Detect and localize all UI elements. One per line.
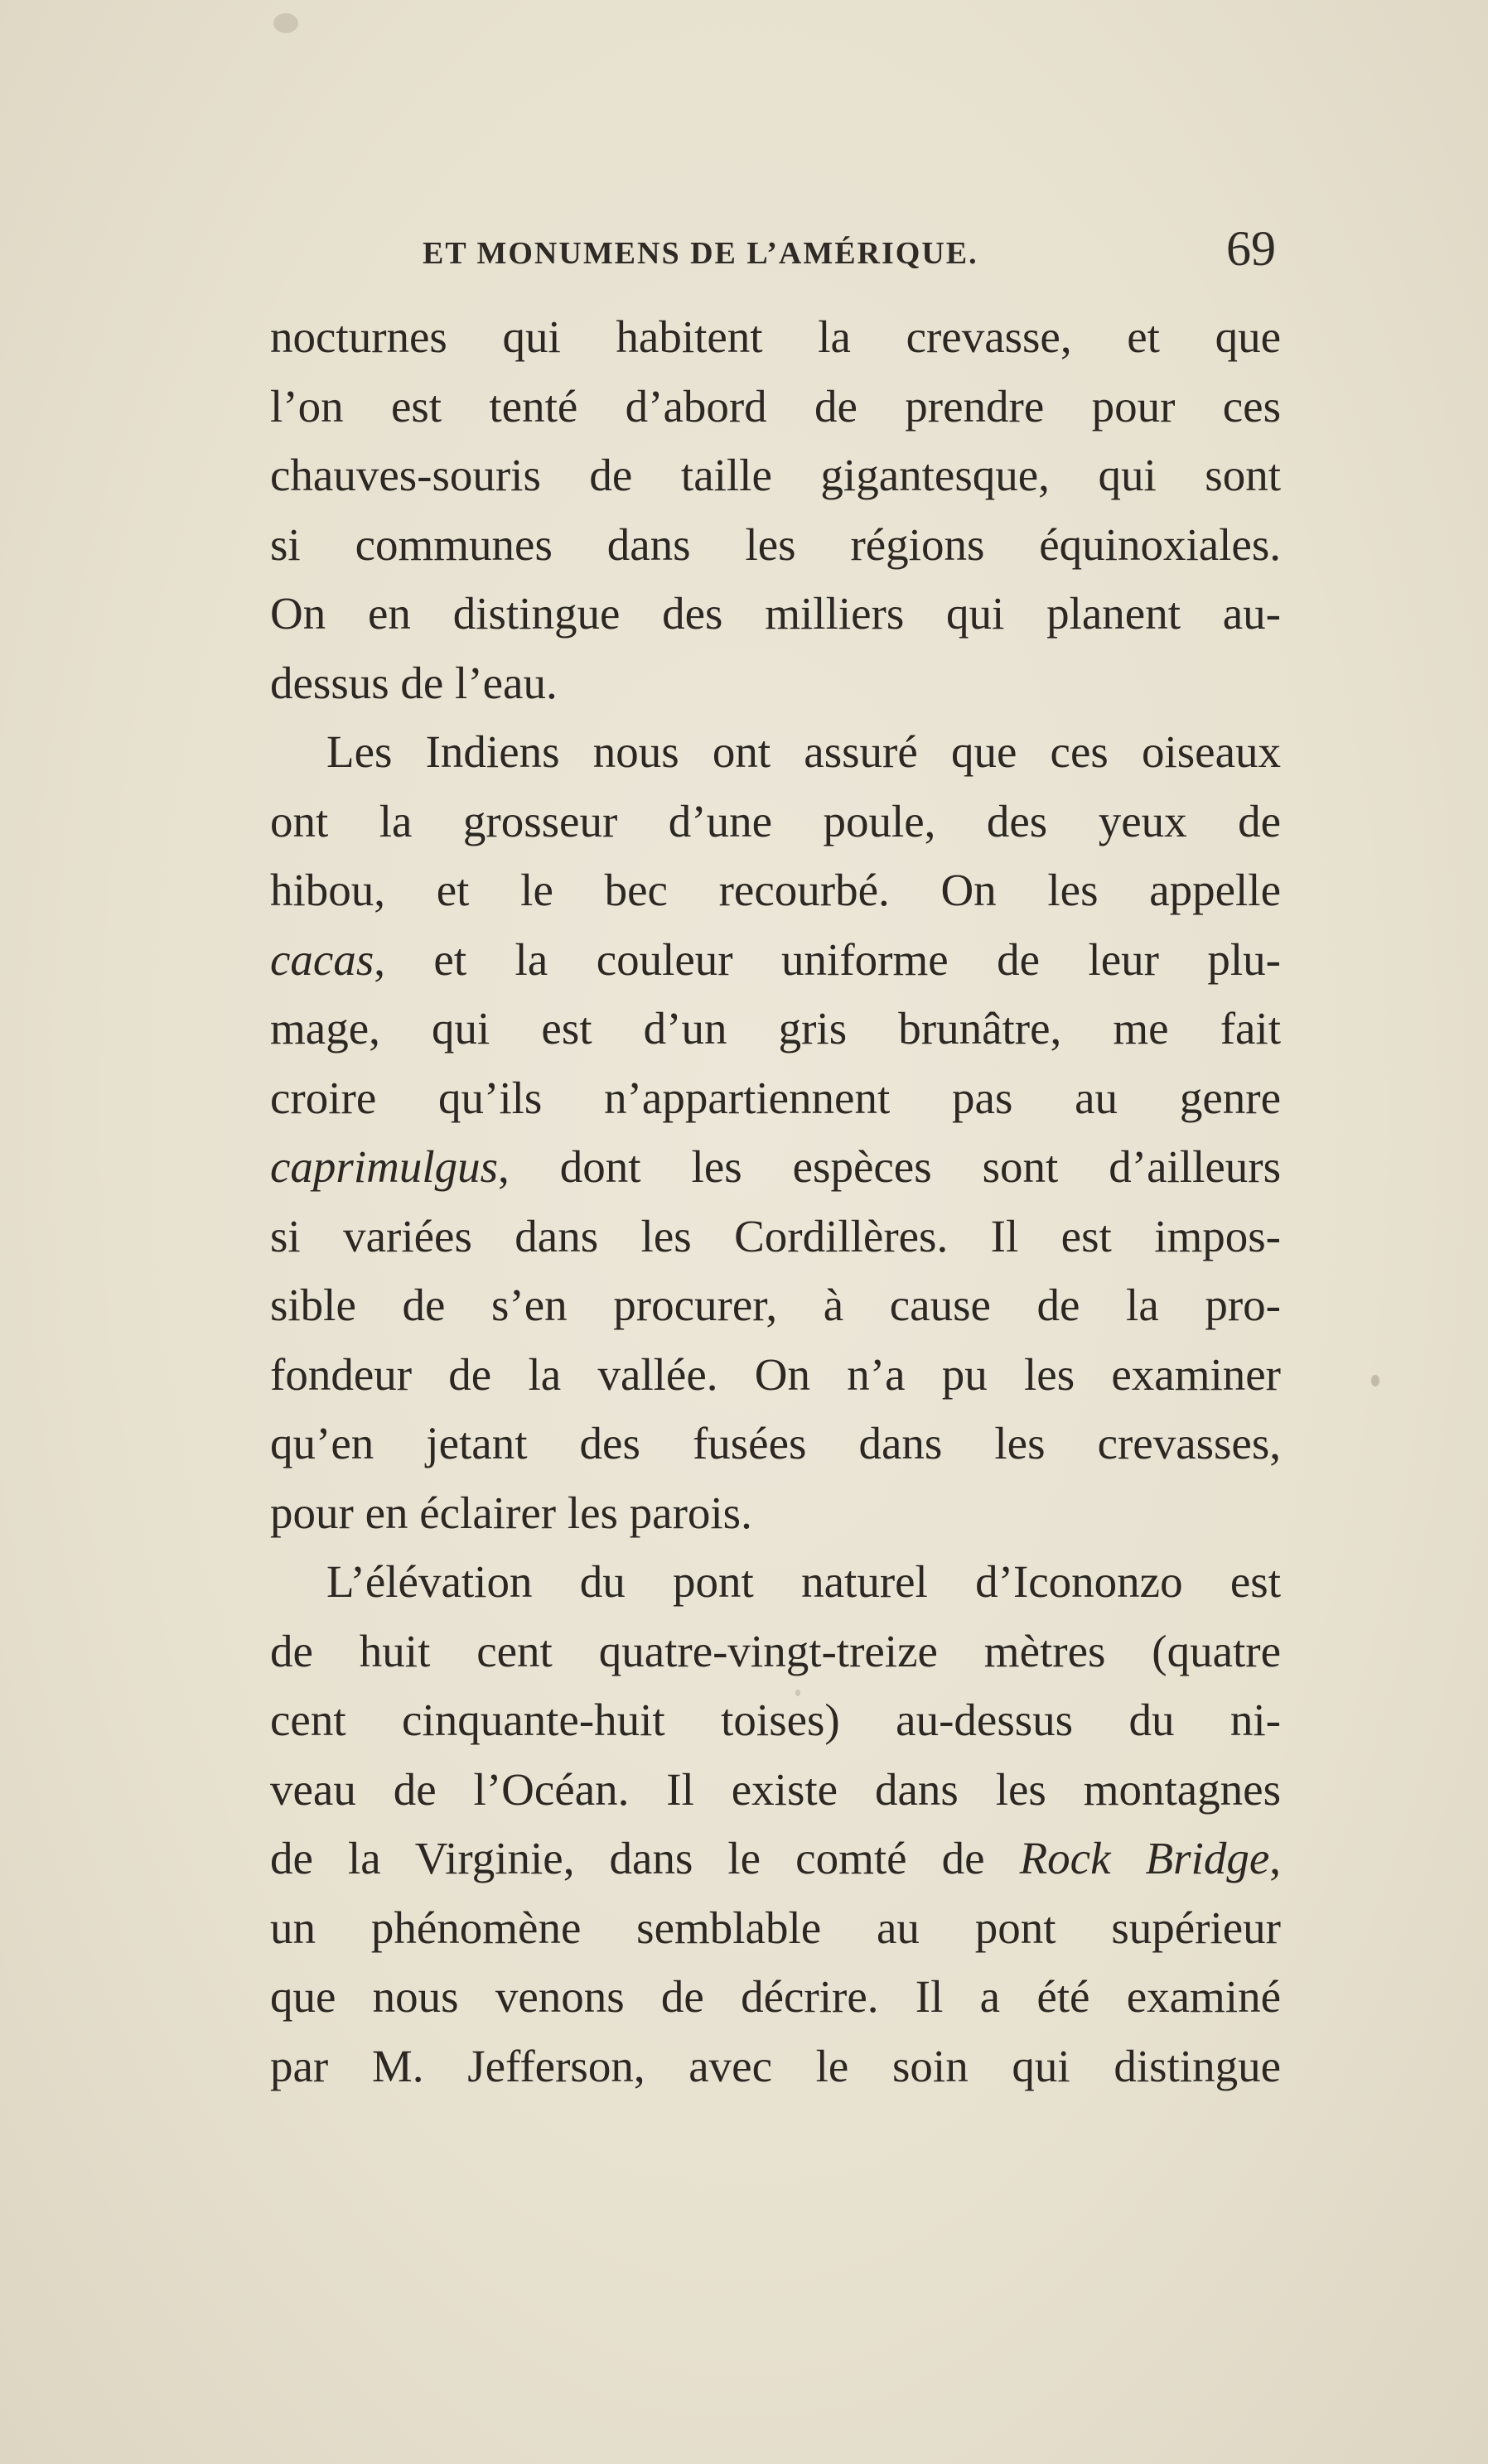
text-segment: par M. Jefferson, avec le soin qui distingue: [270, 2040, 1281, 2091]
text-line: [270, 1271, 1281, 1340]
text-line: [270, 1547, 1281, 1617]
text-line: [270, 302, 1281, 372]
text-line: [270, 1478, 1281, 1548]
text-line: [270, 579, 1281, 649]
text-segment: , et la couleur uniforme de leur plu-: [374, 933, 1281, 985]
text-line: [270, 856, 1281, 925]
text-segment: si variées dans les Cordillères. Il est impos-: [270, 1210, 1281, 1261]
text-segment: de la Virginie, dans le comté de: [270, 1833, 1020, 1883]
page-number: 69: [1226, 221, 1276, 276]
text-line: [270, 1202, 1281, 1271]
text-line: [270, 1893, 1281, 1963]
text-segment: un phénomène semblable au pont supérieur: [270, 1902, 1281, 1953]
text-segment: veau de l’Océan. Il existe dans les montagnes: [270, 1763, 1281, 1815]
text-segment: L’élévation du pont naturel d’Icononzo est: [326, 1556, 1281, 1607]
page-header: [423, 221, 1276, 297]
running-head: ET MONUMENS DE L’AMÉRIQUE.: [423, 236, 978, 271]
text-segment: fondeur de la vallée. On n’a pu les examiner: [270, 1348, 1281, 1400]
text-line: [270, 717, 1281, 787]
text-line: [270, 925, 1281, 995]
text-segment: ,: [1269, 1833, 1281, 1883]
text-line: [270, 1409, 1281, 1478]
text-segment: qu’en jetant des fusées dans les crevasses,: [270, 1418, 1281, 1468]
text-segment: dessus de l’eau.: [270, 657, 558, 708]
text-segment: l’on est tenté d’abord de prendre pour ces: [270, 380, 1281, 432]
italic-term: caprimulgus: [270, 1141, 498, 1192]
text-segment: pour en éclairer les parois.: [270, 1487, 752, 1538]
text-line: [270, 1824, 1281, 1893]
text-segment: , dont les espèces sont d’ailleurs: [498, 1141, 1281, 1192]
text-line: [270, 649, 1281, 718]
text-line: [270, 372, 1281, 441]
text-line: [270, 787, 1281, 856]
text-line: [270, 1340, 1281, 1410]
text-segment: que nous venons de décrire. Il a été examiné: [270, 1971, 1281, 2022]
text-segment: de huit cent quatre-vingt-treize mètres (quatre: [270, 1625, 1281, 1676]
text-line: [270, 994, 1281, 1063]
body-text: [270, 302, 1281, 2100]
italic-term: cacas: [270, 933, 374, 985]
text-segment: Les Indiens nous ont assuré que ces oiseaux: [326, 726, 1281, 777]
paper-speck: [273, 13, 298, 33]
text-segment: cent cinquante-huit toises) au-dessus du ni-: [270, 1695, 1281, 1745]
text-line: [270, 441, 1281, 510]
text-segment: chauves-souris de taille gigantesque, qui sont: [270, 450, 1281, 500]
text-line: [270, 1962, 1281, 2032]
text-segment: ont la grosseur d’une poule, des yeux de: [270, 795, 1281, 846]
italic-term: Rock Bridge: [1019, 1833, 1270, 1883]
text-segment: sible de s’en procurer, à cause de la pro-: [270, 1280, 1281, 1330]
text-line: [270, 510, 1281, 580]
text-line: [270, 2032, 1281, 2101]
text-segment: On en distingue des milliers qui planent au-: [270, 588, 1281, 639]
text-line: [270, 1685, 1281, 1755]
text-line: [270, 1755, 1281, 1825]
text-segment: hibou, et le bec recourbé. On les appelle: [270, 865, 1281, 915]
text-line: [270, 1063, 1281, 1133]
text-segment: croire qu’ils n’appartiennent pas au genre: [270, 1072, 1281, 1123]
text-line: [270, 1132, 1281, 1202]
text-segment: si communes dans les régions équinoxiales.: [270, 518, 1281, 570]
text-segment: mage, qui est d’un gris brunâtre, me fait: [270, 1003, 1281, 1054]
text-segment: nocturnes qui habitent la crevasse, et que: [270, 311, 1281, 362]
paper-speck: [1371, 1375, 1379, 1386]
text-line: [270, 1617, 1281, 1686]
